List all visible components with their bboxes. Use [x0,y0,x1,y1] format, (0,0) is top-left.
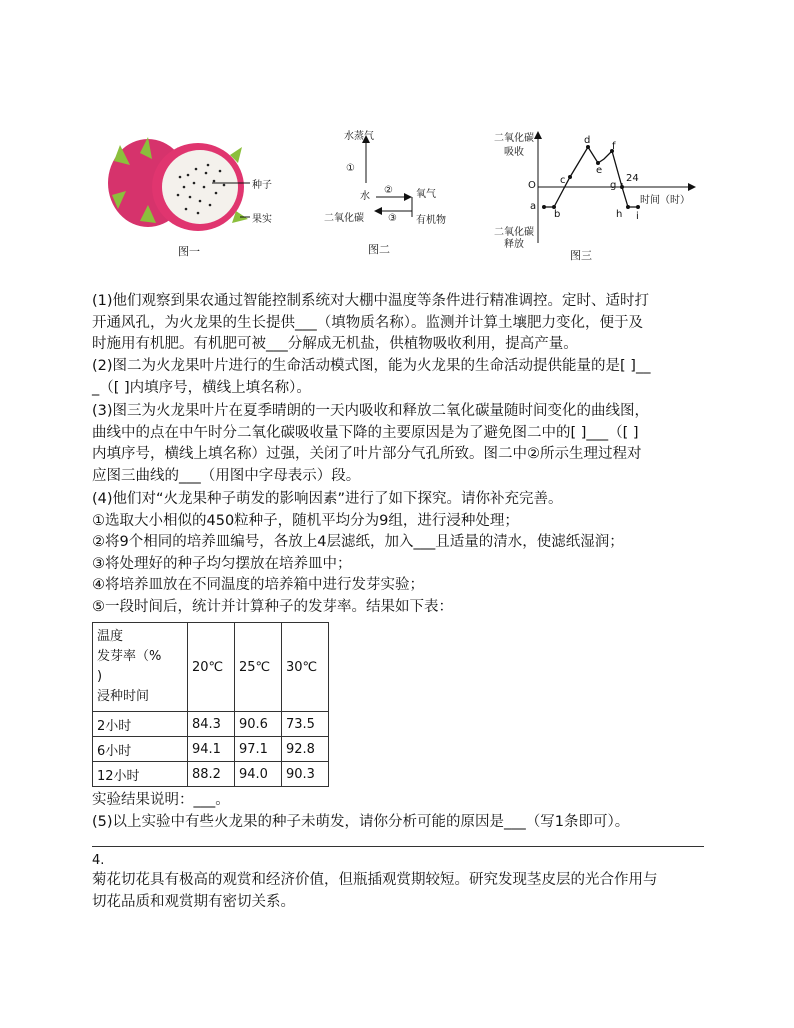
fig1-label-seed: 种子 [252,180,272,191]
figure-1 [100,125,300,265]
fig2-caption: 图二 [368,243,390,256]
fig2-water-vapor: 水蒸气 [344,131,374,142]
table-col-header: 25℃ [235,623,282,712]
table-cell: 73.5 [282,712,329,737]
next-question-number: 4. [92,853,105,868]
figure-2 [320,125,460,265]
q3-line: 曲线中的点在中午时分二氧化碳吸收量下降的主要原因是为了避免图二中的[ ]___（[ ] [92,424,639,441]
table-row [93,762,329,787]
co2-curve-line [544,147,638,207]
fig2-circle-2: ② [384,185,393,196]
fig3-point-d: d [584,135,591,146]
q3-line: (3)图三为火龙果叶片在夏季晴朗的一天内吸收和释放二氧化碳量随时间变化的曲线图， [92,403,650,419]
fig3-xlabel: 时间（时） [640,195,690,206]
table-col-header: 30℃ [282,623,329,712]
q4-step-5: ⑤一段时间后，统计并计算种子的发芽率。结果如下表： [92,598,453,615]
fig2-oxygen: 氧气 [416,189,436,200]
section-divider [92,846,704,847]
corner-line: 发芽率（% [97,649,162,664]
table-cell: 94.1 [188,737,235,762]
q5-text: (5)以上实验中有些火龙果的种子未萌发，请你分析可能的原因是___（写1条即可）。 [92,814,630,830]
table-cell: 90.6 [235,712,282,737]
fig1-label-fruit: 果实 [252,214,272,225]
table-cell: 97.1 [235,737,282,762]
table-cell: 92.8 [282,737,329,762]
fig2-circle-3: ③ [388,213,397,224]
next-question-line: 菊花切花具有极高的观赏和经济价值，但瓶插观赏期较短。研究发现茎皮层的光合作用与 [92,872,658,888]
fig3-caption: 图三 [570,249,592,262]
q2-line: (2)图二为火龙果叶片进行的生命活动模式图，能为火龙果的生命活动提供能量的是[ ]__ [92,358,651,374]
table-cell: 90.3 [282,762,329,787]
q1-line: 开通风孔，为火龙果的生长提供___（填物质名称）。监测并计算土壤肥力变化，便于及 [92,314,643,331]
fig3-origin: O [528,180,536,191]
table-row [93,712,329,737]
q3-line: 内填序号，横线上填名称）过强，关闭了叶片部分气孔所致。图二中②所示生理过程对 [92,446,642,462]
corner-line: ) [97,669,103,684]
question-4 [92,489,704,618]
q4-line: (4)他们对“火龙果种子萌发的影响因素”进行了如下探究。请你补充完善。 [92,491,563,507]
fig2-circle-1: ① [346,163,355,174]
q1-line: 时施用有机肥。有机肥可被___分解成无机盐，供植物吸收利用，提高产量。 [92,336,578,352]
q2-line: _（[ ]内填序号，横线上填名称）。 [92,379,311,396]
question-3 [92,401,704,487]
fig3-ylabel-bot-1: 二氧化碳 [494,227,534,238]
fig3-point-a: a [530,201,537,212]
table-cell: 84.3 [188,712,235,737]
fig3-point-e: e [596,165,603,176]
fig3-point-c: c [560,175,566,186]
table-row-label: 12小时 [93,762,188,787]
figure-3 [492,125,702,265]
q4-step-4: ④将培养皿放在不同温度的培养箱中进行发芽实验； [92,577,424,593]
table-row-label: 2小时 [93,712,188,737]
result-note [92,790,704,812]
fig3-point-i: i [636,211,639,222]
fig1-caption: 图一 [178,245,200,258]
next-question-line: 切花品质和观赏期有密切关系。 [92,893,295,910]
fig3-ylabel-top-2: 吸收 [504,147,524,158]
fig3-point-b: b [554,209,561,220]
question-2 [92,356,704,399]
fig2-organic: 有机物 [416,215,446,226]
q1-line: (1)他们观察到果农通过智能控制系统对大棚中温度等条件进行精准调控。定时、适时打 [92,293,650,309]
q3-line: 应图三曲线的___（用图中字母表示）段。 [92,467,361,484]
table-cell: 94.0 [235,762,282,787]
table-header-row [93,623,329,712]
fig3-ylabel-bot-2: 释放 [504,239,524,250]
fig3-point-f: f [612,141,616,152]
result-note-text: 实验结果说明：___。 [92,792,230,808]
fig3-ylabel-top-1: 二氧化碳 [494,133,534,144]
table-col-header: 20℃ [188,623,235,712]
fig2-water: 水 [360,191,370,202]
question-5 [92,812,704,834]
fig3-point-g: g [610,180,617,191]
table-row-label: 6小时 [93,737,188,762]
corner-line: 浸种时间 [97,689,150,704]
question-1 [92,291,704,356]
table-corner-header [93,623,188,712]
fig3-tick-24: 24 [626,173,639,184]
table-row [93,737,329,762]
q4-step-3: ③将处理好的种子均匀摆放在培养皿中； [92,555,352,572]
fig3-point-h: h [616,209,623,220]
next-question [92,852,704,913]
germination-table [92,622,329,787]
q4-step-1: ①选取大小相似的450粒种子，随机平均分为9组，进行浸种处理； [92,512,519,529]
corner-line: 温度 [97,629,124,644]
table-cell: 88.2 [188,762,235,787]
q4-step-2: ②将9个相同的培养皿编号，各放上4层滤纸，加入___且适量的清水，使滤纸湿润； [92,534,624,550]
fig2-co2: 二氧化碳 [324,213,364,224]
